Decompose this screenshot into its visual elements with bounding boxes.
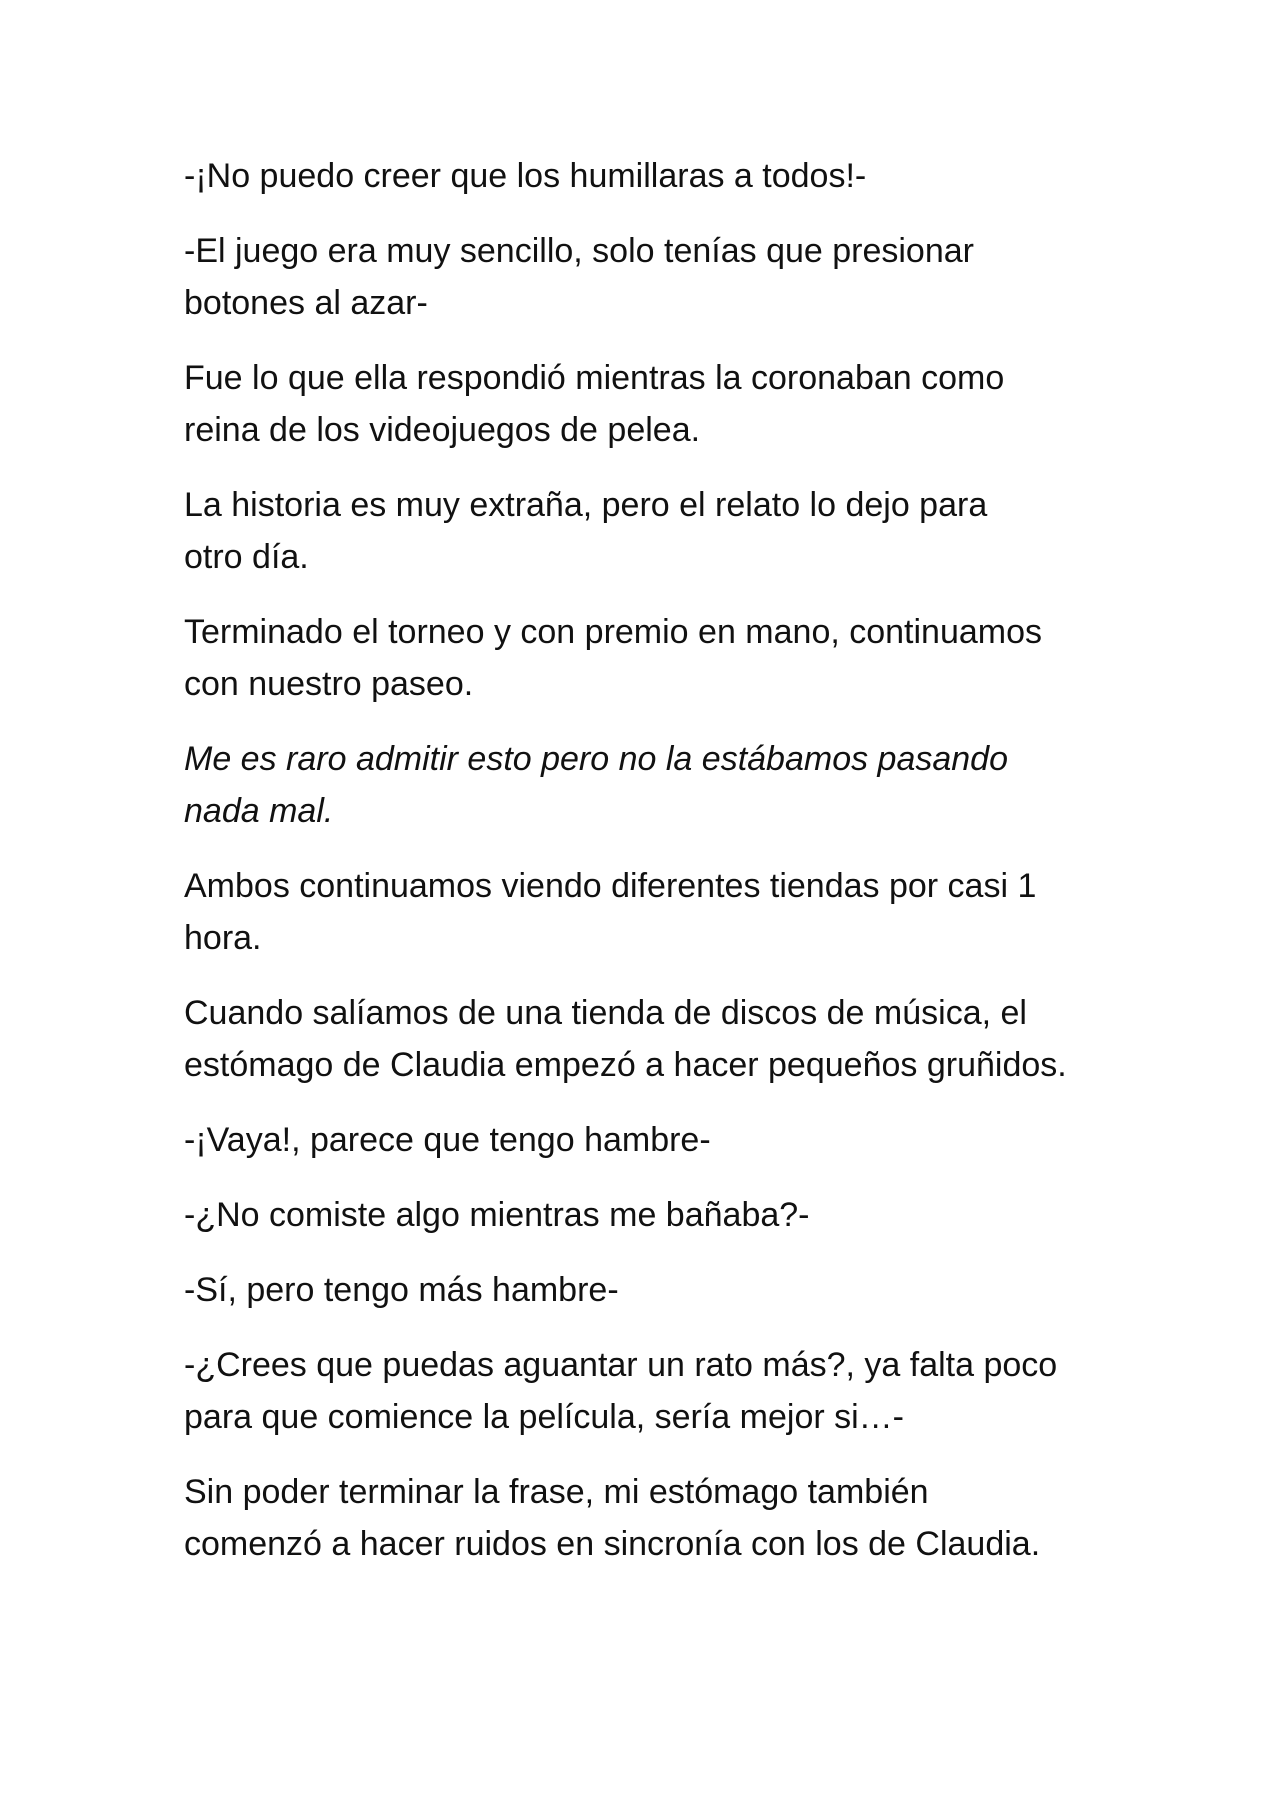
italic-paragraph [184, 733, 1104, 837]
paragraph [184, 225, 1104, 329]
text-line: comenzó a hacer ruidos en sincronía con los de Claudia. [184, 1525, 1041, 1563]
text-line: -¿Crees que puedas aguantar un rato más?, ya falta poco [184, 1346, 1058, 1384]
text-line: botones al azar- [184, 284, 428, 322]
paragraph [184, 1114, 1104, 1166]
paragraph [184, 606, 1104, 710]
paragraph [184, 1339, 1104, 1443]
text-line: con nuestro paseo. [184, 665, 474, 703]
text-line: -¿No comiste algo mientras me bañaba?- [184, 1196, 810, 1234]
text-line: para que comience la película, sería mejor si…- [184, 1398, 904, 1436]
paragraph [184, 1189, 1104, 1241]
paragraph [184, 150, 1104, 202]
text-line: nada mal. [184, 792, 334, 830]
paragraph [184, 352, 1104, 456]
text-line: reina de los videojuegos de pelea. [184, 411, 701, 449]
text-line: hora. [184, 919, 262, 957]
text-line: -Sí, pero tengo más hambre- [184, 1271, 619, 1309]
text-line: Ambos continuamos viendo diferentes tiendas por casi 1 [184, 867, 1037, 905]
text-line: Fue lo que ella respondió mientras la coronaban como [184, 359, 1005, 397]
text-line: -El juego era muy sencillo, solo tenías que presionar [184, 232, 974, 270]
body-text [184, 150, 1104, 1593]
paragraph [184, 479, 1104, 583]
text-line: estómago de Claudia empezó a hacer pequeños gruñidos. [184, 1046, 1067, 1084]
text-line: Terminado el torneo y con premio en mano, continuamos [184, 613, 1043, 651]
paragraph [184, 860, 1104, 964]
text-line: otro día. [184, 538, 309, 576]
paragraph [184, 1466, 1104, 1570]
paragraph [184, 1264, 1104, 1316]
text-line: Cuando salíamos de una tienda de discos de música, el [184, 994, 1027, 1032]
paragraph [184, 987, 1104, 1091]
text-line: Sin poder terminar la frase, mi estómago también [184, 1473, 929, 1511]
text-line: -¡No puedo creer que los humillaras a todos!- [184, 157, 867, 195]
text-line: -¡Vaya!, parece que tengo hambre- [184, 1121, 711, 1159]
text-line: La historia es muy extraña, pero el relato lo dejo para [184, 486, 988, 524]
text-line: Me es raro admitir esto pero no la estábamos pasando [184, 740, 1009, 778]
